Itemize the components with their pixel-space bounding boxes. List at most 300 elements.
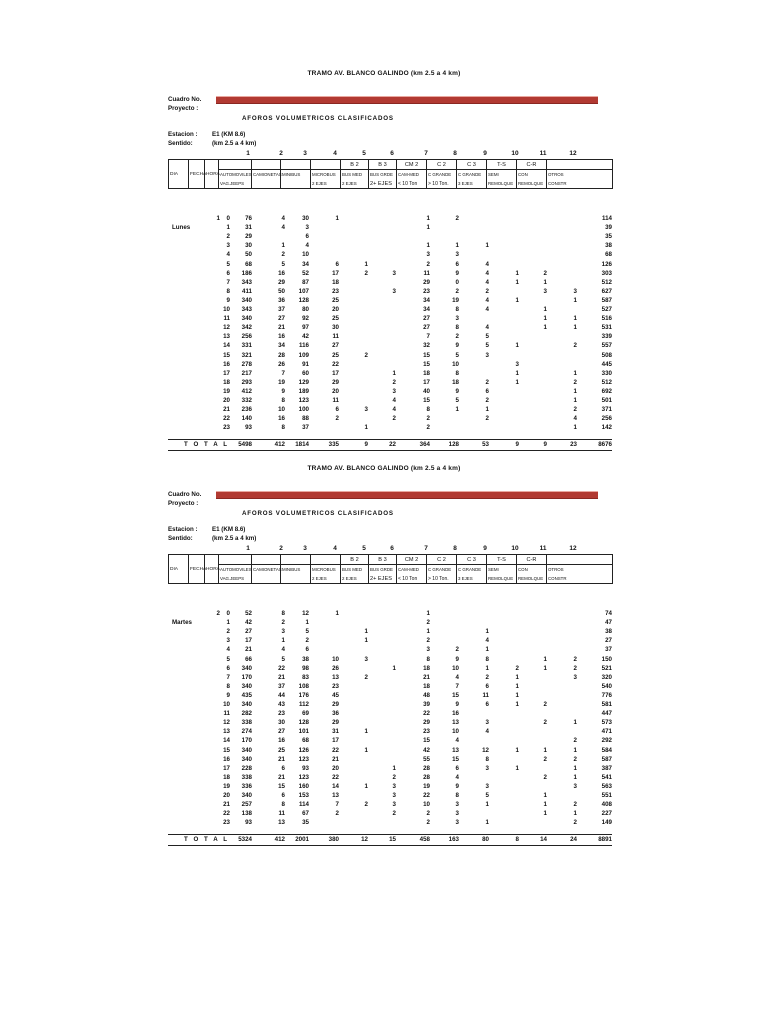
column-number: 8 bbox=[453, 150, 457, 157]
count-cell: 8 bbox=[281, 610, 285, 617]
column-group-label bbox=[281, 160, 311, 170]
row-total-cell: 408 bbox=[601, 801, 612, 809]
count-cell: 30 bbox=[278, 719, 285, 727]
hour-cell: 4 bbox=[226, 251, 230, 259]
header-blank bbox=[189, 555, 205, 565]
count-cell: 22 bbox=[332, 360, 339, 368]
count-cell: 1 bbox=[335, 610, 339, 617]
column-total-cell: 335 bbox=[328, 441, 339, 449]
column-group-label: C 2 bbox=[427, 555, 457, 565]
count-cell: 2 bbox=[573, 819, 577, 827]
count-cell: 2 bbox=[543, 269, 547, 277]
count-cell: 160 bbox=[298, 782, 309, 790]
count-cell: 10 bbox=[452, 664, 459, 672]
count-cell: 15 bbox=[423, 360, 430, 368]
hour-cell: 1 bbox=[226, 224, 230, 232]
count-cell: 338 bbox=[241, 719, 252, 727]
column-number: 10 bbox=[511, 545, 519, 552]
column-name: BUS GRDE bbox=[369, 170, 397, 180]
count-cell: 17 bbox=[245, 637, 252, 645]
column-total-cell: 12 bbox=[361, 836, 368, 844]
count-cell: 282 bbox=[241, 710, 252, 718]
column-subtitle: 2 EJES bbox=[341, 574, 369, 584]
count-cell: 3 bbox=[485, 764, 489, 772]
count-cell: 3 bbox=[426, 251, 430, 259]
count-cell: 28 bbox=[278, 351, 285, 359]
count-cell: 1 bbox=[543, 315, 547, 323]
column-group-label bbox=[281, 555, 311, 565]
count-cell: 112 bbox=[299, 701, 309, 708]
hour-cell: 3 bbox=[226, 637, 230, 645]
count-cell: 27 bbox=[423, 315, 430, 323]
count-cell: 2 bbox=[573, 406, 577, 414]
table-row bbox=[0, 214, 768, 223]
column-total-cell: 163 bbox=[448, 836, 459, 844]
count-cell: 1 bbox=[426, 224, 430, 232]
column-name: SEMI bbox=[487, 565, 517, 575]
count-cell: 16 bbox=[452, 710, 459, 718]
count-cell: 412 bbox=[241, 387, 252, 395]
count-cell: 1 bbox=[392, 664, 396, 672]
hour-cell: 2 bbox=[226, 233, 230, 241]
hour-cell: 14 bbox=[223, 342, 230, 350]
table-row bbox=[0, 323, 768, 332]
count-cell: 2 bbox=[392, 773, 396, 781]
column-number: 6 bbox=[390, 150, 394, 157]
column-group-label: B 3 bbox=[369, 160, 397, 170]
count-cell: 1 bbox=[515, 746, 519, 754]
count-cell: 140 bbox=[241, 415, 252, 423]
count-cell: 1 bbox=[364, 424, 368, 432]
count-cell: 97 bbox=[302, 324, 309, 332]
row-total-cell: 339 bbox=[601, 333, 612, 341]
count-cell: 5 bbox=[281, 655, 285, 663]
count-cell: 39 bbox=[423, 701, 430, 708]
count-cell: 21 bbox=[423, 673, 430, 681]
count-cell: 1 bbox=[392, 369, 396, 377]
table-row bbox=[0, 664, 768, 673]
column-name: C GRANDE bbox=[427, 170, 457, 180]
count-cell: 340 bbox=[241, 701, 252, 708]
count-cell: 340 bbox=[241, 296, 252, 304]
count-sheet-lunes bbox=[0, 60, 768, 520]
hour-cell: 19 bbox=[223, 782, 230, 790]
column-total-cell: 15 bbox=[389, 836, 396, 844]
row-total-cell: 527 bbox=[601, 306, 612, 313]
count-cell: 2 bbox=[485, 287, 489, 295]
count-cell: 4 bbox=[281, 224, 285, 232]
count-cell: 3 bbox=[426, 646, 430, 654]
count-cell: 1 bbox=[485, 801, 489, 809]
count-cell: 4 bbox=[392, 397, 396, 404]
table-row bbox=[0, 655, 768, 664]
count-cell: 19 bbox=[452, 296, 459, 304]
hour-cell: 6 bbox=[226, 269, 230, 277]
column-subtitle: 3 EJES bbox=[457, 179, 487, 189]
subtitle: AFOROS VOLUMETRICOS CLASIFICADOS bbox=[242, 115, 394, 122]
count-cell: 2 bbox=[392, 378, 396, 386]
row-total-cell: 320 bbox=[601, 673, 612, 681]
count-cell: 126 bbox=[298, 746, 309, 754]
count-cell: 37 bbox=[278, 306, 285, 313]
count-cell: 0 bbox=[455, 278, 459, 286]
table-row bbox=[0, 764, 768, 773]
count-cell: 6 bbox=[305, 646, 309, 654]
hour-cell: 0 bbox=[226, 215, 230, 222]
row-total-cell: 303 bbox=[601, 269, 612, 277]
column-group-label bbox=[547, 160, 613, 170]
count-cell: 6 bbox=[485, 387, 489, 395]
hour-cell: 6 bbox=[226, 664, 230, 672]
proyecto-label: Proyecto : bbox=[168, 500, 199, 507]
hour-cell: 8 bbox=[226, 287, 230, 295]
count-cell: 2 bbox=[364, 269, 368, 277]
column-group-label bbox=[311, 555, 341, 565]
column-name: AUTOMOVILES bbox=[219, 565, 252, 575]
count-cell: 40 bbox=[423, 387, 430, 395]
count-cell: 3 bbox=[485, 719, 489, 727]
count-cell: 2 bbox=[426, 424, 430, 432]
count-cell: 10 bbox=[452, 728, 459, 736]
column-group-label: T-S bbox=[487, 555, 517, 565]
count-cell: 9 bbox=[281, 387, 285, 395]
table-row bbox=[0, 414, 768, 423]
column-subtitle: REMOLQUE bbox=[517, 574, 547, 584]
count-cell: 3 bbox=[573, 673, 577, 681]
proyecto-label: Proyecto : bbox=[168, 105, 199, 112]
count-cell: 4 bbox=[281, 215, 285, 222]
count-cell: 2 bbox=[426, 260, 430, 268]
count-cell: 30 bbox=[332, 324, 339, 332]
count-cell: 1 bbox=[515, 764, 519, 772]
count-cell: 217 bbox=[241, 369, 252, 377]
count-cell: 11 bbox=[332, 397, 339, 404]
column-subtitle: VAG.JEEPS bbox=[219, 574, 252, 584]
count-cell: 9 bbox=[455, 269, 459, 277]
count-cell: 36 bbox=[332, 710, 339, 718]
table-row bbox=[0, 746, 768, 755]
row-total-cell: 563 bbox=[601, 782, 612, 790]
count-cell: 6 bbox=[305, 233, 309, 241]
row-total-cell: 35 bbox=[605, 233, 612, 241]
column-total-cell: 5498 bbox=[238, 441, 252, 449]
sentido-label: Sentido: bbox=[168, 140, 193, 147]
row-total-cell: 149 bbox=[601, 819, 612, 827]
count-cell: 9 bbox=[455, 782, 459, 790]
hour-cell: 16 bbox=[223, 755, 230, 763]
day-number: 1 bbox=[216, 215, 220, 222]
count-cell: 35 bbox=[302, 819, 309, 827]
count-cell: 42 bbox=[302, 333, 309, 341]
column-subtitle: 2+ EJES bbox=[369, 574, 397, 584]
count-cell: 52 bbox=[245, 610, 252, 617]
table-row bbox=[0, 332, 768, 341]
column-total-cell: 22 bbox=[389, 441, 396, 449]
count-cell: 2 bbox=[573, 755, 577, 763]
row-total-cell: 692 bbox=[601, 387, 612, 395]
count-cell: 37 bbox=[302, 424, 309, 432]
count-cell: 2 bbox=[426, 810, 430, 818]
row-total-cell: 627 bbox=[601, 287, 612, 295]
row-total-cell: 227 bbox=[601, 810, 612, 818]
count-cell: 2 bbox=[281, 251, 285, 259]
column-total-cell: 14 bbox=[540, 836, 547, 844]
count-cell: 1 bbox=[543, 801, 547, 809]
count-cell: 26 bbox=[332, 664, 339, 672]
sheet-title: TRAMO AV. BLANCO GALINDO (km 2.5 a 4 km) bbox=[307, 70, 461, 77]
row-total-cell: 37 bbox=[605, 646, 612, 654]
column-group-label bbox=[219, 160, 252, 170]
column-name: OTROS bbox=[547, 170, 613, 180]
count-cell: 6 bbox=[335, 260, 339, 268]
count-cell: 23 bbox=[423, 287, 430, 295]
count-cell: 10 bbox=[423, 801, 430, 809]
header-blank bbox=[205, 555, 219, 565]
count-cell: 2 bbox=[335, 415, 339, 423]
count-cell: 3 bbox=[392, 287, 396, 295]
count-cell: 28 bbox=[423, 773, 430, 781]
row-total-cell: 256 bbox=[601, 415, 612, 423]
count-cell: 5 bbox=[281, 260, 285, 268]
column-subtitle bbox=[281, 574, 311, 584]
count-cell: 13 bbox=[332, 673, 339, 681]
row-total-cell: 540 bbox=[601, 682, 612, 690]
count-cell: 15 bbox=[452, 755, 459, 763]
count-cell: 3 bbox=[455, 251, 459, 259]
header-blank bbox=[169, 160, 189, 170]
count-cell: 2 bbox=[364, 801, 368, 809]
count-cell: 50 bbox=[245, 251, 252, 259]
count-cell: 4 bbox=[305, 242, 309, 250]
count-cell: 1 bbox=[573, 773, 577, 781]
count-cell: 1 bbox=[455, 242, 459, 250]
hour-cell: 13 bbox=[223, 728, 230, 736]
count-cell: 1 bbox=[392, 764, 396, 772]
row-total-cell: 512 bbox=[601, 278, 612, 286]
hour-cell: 20 bbox=[223, 792, 230, 799]
column-group-label: CM 2 bbox=[397, 555, 427, 565]
column-group-label: C 2 bbox=[427, 160, 457, 170]
column-total-cell: 412 bbox=[274, 836, 285, 844]
totals-row bbox=[0, 440, 768, 449]
red-header-bar bbox=[216, 491, 598, 499]
count-cell: 83 bbox=[302, 673, 309, 681]
count-cell: 5 bbox=[485, 792, 489, 799]
column-total-cell: 23 bbox=[570, 441, 577, 449]
count-cell: 29 bbox=[245, 233, 252, 241]
column-name: MINIBUS bbox=[281, 170, 311, 180]
row-total-cell: 573 bbox=[601, 719, 612, 727]
count-cell: 16 bbox=[278, 333, 285, 341]
table-row bbox=[0, 369, 768, 378]
count-cell: 15 bbox=[423, 737, 430, 745]
column-name: C GRANDE bbox=[457, 170, 487, 180]
row-total-cell: 551 bbox=[601, 792, 612, 799]
count-cell: 1 bbox=[426, 610, 430, 617]
count-cell: 1 bbox=[426, 215, 430, 222]
totals-label: T O T A L bbox=[184, 441, 230, 449]
count-cell: 4 bbox=[281, 646, 285, 654]
count-cell: 91 bbox=[302, 360, 309, 368]
count-cell: 1 bbox=[426, 242, 430, 250]
hour-cell: 13 bbox=[223, 333, 230, 341]
count-cell: 36 bbox=[278, 296, 285, 304]
row-total-cell: 512 bbox=[601, 378, 612, 386]
hora-header: HORA bbox=[205, 170, 219, 180]
count-cell: 340 bbox=[241, 792, 252, 799]
count-cell: 87 bbox=[302, 278, 309, 286]
count-cell: 3 bbox=[543, 287, 547, 295]
row-total-cell: 776 bbox=[601, 691, 612, 699]
column-subtitle: CONSTR bbox=[547, 179, 613, 189]
table-row bbox=[0, 736, 768, 745]
count-cell: 5 bbox=[485, 342, 489, 350]
count-cell: 2 bbox=[485, 397, 489, 404]
count-cell: 52 bbox=[302, 269, 309, 277]
count-cell: 93 bbox=[245, 424, 252, 432]
count-cell: 128 bbox=[298, 719, 309, 727]
count-cell: 21 bbox=[245, 646, 252, 654]
table-row bbox=[0, 755, 768, 764]
count-cell: 2 bbox=[426, 415, 430, 423]
hour-cell: 22 bbox=[223, 810, 230, 818]
column-name: MINIBUS bbox=[281, 565, 311, 575]
count-cell: 4 bbox=[485, 269, 489, 277]
count-cell: 2 bbox=[485, 415, 489, 423]
row-total-cell: 38 bbox=[605, 242, 612, 250]
count-cell: 4 bbox=[485, 324, 489, 332]
count-cell: 2 bbox=[543, 773, 547, 781]
table-row bbox=[0, 727, 768, 736]
estacion-value: E1 (KM 8.6) bbox=[212, 526, 246, 533]
column-subtitle: REMOLQUE bbox=[487, 574, 517, 584]
count-cell: 321 bbox=[241, 351, 252, 359]
count-cell: 6 bbox=[281, 792, 285, 799]
table-row bbox=[0, 341, 768, 350]
count-cell: 340 bbox=[241, 315, 252, 323]
count-cell: 114 bbox=[299, 801, 309, 809]
count-cell: 93 bbox=[245, 819, 252, 827]
row-total-cell: 447 bbox=[601, 710, 612, 718]
header-blank bbox=[189, 179, 205, 189]
dia-header: DIA bbox=[169, 170, 189, 180]
table-row bbox=[0, 287, 768, 296]
count-cell: 21 bbox=[332, 755, 339, 763]
row-total-cell: 501 bbox=[601, 397, 612, 404]
count-cell: 153 bbox=[298, 792, 309, 799]
count-cell: 20 bbox=[332, 387, 339, 395]
count-cell: 1 bbox=[485, 406, 489, 414]
count-cell: 21 bbox=[278, 755, 285, 763]
count-cell: 2 bbox=[426, 819, 430, 827]
column-group-label: T-S bbox=[487, 160, 517, 170]
count-cell: 26 bbox=[278, 360, 285, 368]
hour-cell: 20 bbox=[223, 397, 230, 404]
column-group-label: C-R bbox=[517, 555, 547, 565]
count-cell: 1 bbox=[543, 664, 547, 672]
table-row bbox=[0, 673, 768, 682]
count-cell: 13 bbox=[452, 719, 459, 727]
count-cell: 1 bbox=[455, 406, 459, 414]
column-total-cell: 9 bbox=[543, 441, 547, 449]
count-cell: 22 bbox=[332, 773, 339, 781]
column-total-cell: 128 bbox=[448, 441, 459, 449]
column-total-cell: 9 bbox=[515, 441, 519, 449]
count-cell: 50 bbox=[278, 287, 285, 295]
column-name: CAMIONETAS bbox=[252, 565, 281, 575]
column-group-label: CM 2 bbox=[397, 160, 427, 170]
hour-cell: 17 bbox=[223, 764, 230, 772]
header-blank bbox=[169, 555, 189, 565]
count-cell: 68 bbox=[302, 737, 309, 745]
column-group-label bbox=[219, 555, 252, 565]
count-cell: 88 bbox=[302, 415, 309, 423]
hour-cell: 23 bbox=[223, 424, 230, 432]
count-cell: 27 bbox=[245, 628, 252, 636]
count-cell: 1 bbox=[364, 728, 368, 736]
count-cell: 19 bbox=[278, 378, 285, 386]
table-row bbox=[0, 782, 768, 791]
count-cell: 9 bbox=[455, 342, 459, 350]
hour-cell: 1 bbox=[226, 619, 230, 627]
count-cell: 10 bbox=[302, 251, 309, 259]
count-cell: 14 bbox=[332, 782, 339, 790]
table-row bbox=[0, 645, 768, 654]
column-subtitle: < 10 Ton bbox=[397, 574, 427, 584]
count-cell: 116 bbox=[299, 342, 309, 350]
hour-cell: 9 bbox=[226, 296, 230, 304]
column-name: BUS MED bbox=[341, 565, 369, 575]
count-cell: 3 bbox=[392, 792, 396, 799]
count-cell: 3 bbox=[392, 269, 396, 277]
count-cell: 8 bbox=[455, 369, 459, 377]
column-name: CAM-MED bbox=[397, 170, 427, 180]
count-cell: 2 bbox=[281, 619, 285, 627]
count-cell: 1 bbox=[543, 324, 547, 332]
sheet-title: TRAMO AV. BLANCO GALINDO (km 2.5 a 4 km) bbox=[307, 465, 461, 472]
count-cell: 342 bbox=[241, 324, 252, 332]
day-name: Lunes bbox=[172, 224, 191, 232]
count-cell: 1 bbox=[573, 387, 577, 395]
count-cell: 1 bbox=[543, 810, 547, 818]
hour-cell: 21 bbox=[223, 801, 230, 809]
row-total-cell: 387 bbox=[601, 764, 612, 772]
count-cell: 343 bbox=[241, 306, 252, 313]
count-cell: 6 bbox=[485, 701, 489, 708]
table-row bbox=[0, 609, 768, 618]
count-cell: 1 bbox=[515, 673, 519, 681]
count-cell: 343 bbox=[241, 278, 252, 286]
column-number: 12 bbox=[569, 545, 577, 552]
hour-cell: 7 bbox=[226, 673, 230, 681]
count-cell: 123 bbox=[298, 397, 309, 404]
row-total-cell: 371 bbox=[601, 406, 612, 414]
row-total-cell: 557 bbox=[601, 342, 612, 350]
table-row bbox=[0, 250, 768, 259]
count-cell: 10 bbox=[332, 655, 339, 663]
count-cell: 109 bbox=[298, 351, 309, 359]
count-cell: 340 bbox=[241, 682, 252, 690]
column-header-table bbox=[168, 554, 613, 584]
totals-label: T O T A L bbox=[184, 836, 230, 844]
count-sheet-martes bbox=[0, 465, 768, 925]
count-cell: 10 bbox=[278, 406, 285, 414]
table-row bbox=[0, 791, 768, 800]
count-cell: 3 bbox=[515, 360, 519, 368]
count-cell: 98 bbox=[302, 664, 309, 672]
count-cell: 1 bbox=[364, 637, 368, 645]
header-blank bbox=[189, 574, 205, 584]
